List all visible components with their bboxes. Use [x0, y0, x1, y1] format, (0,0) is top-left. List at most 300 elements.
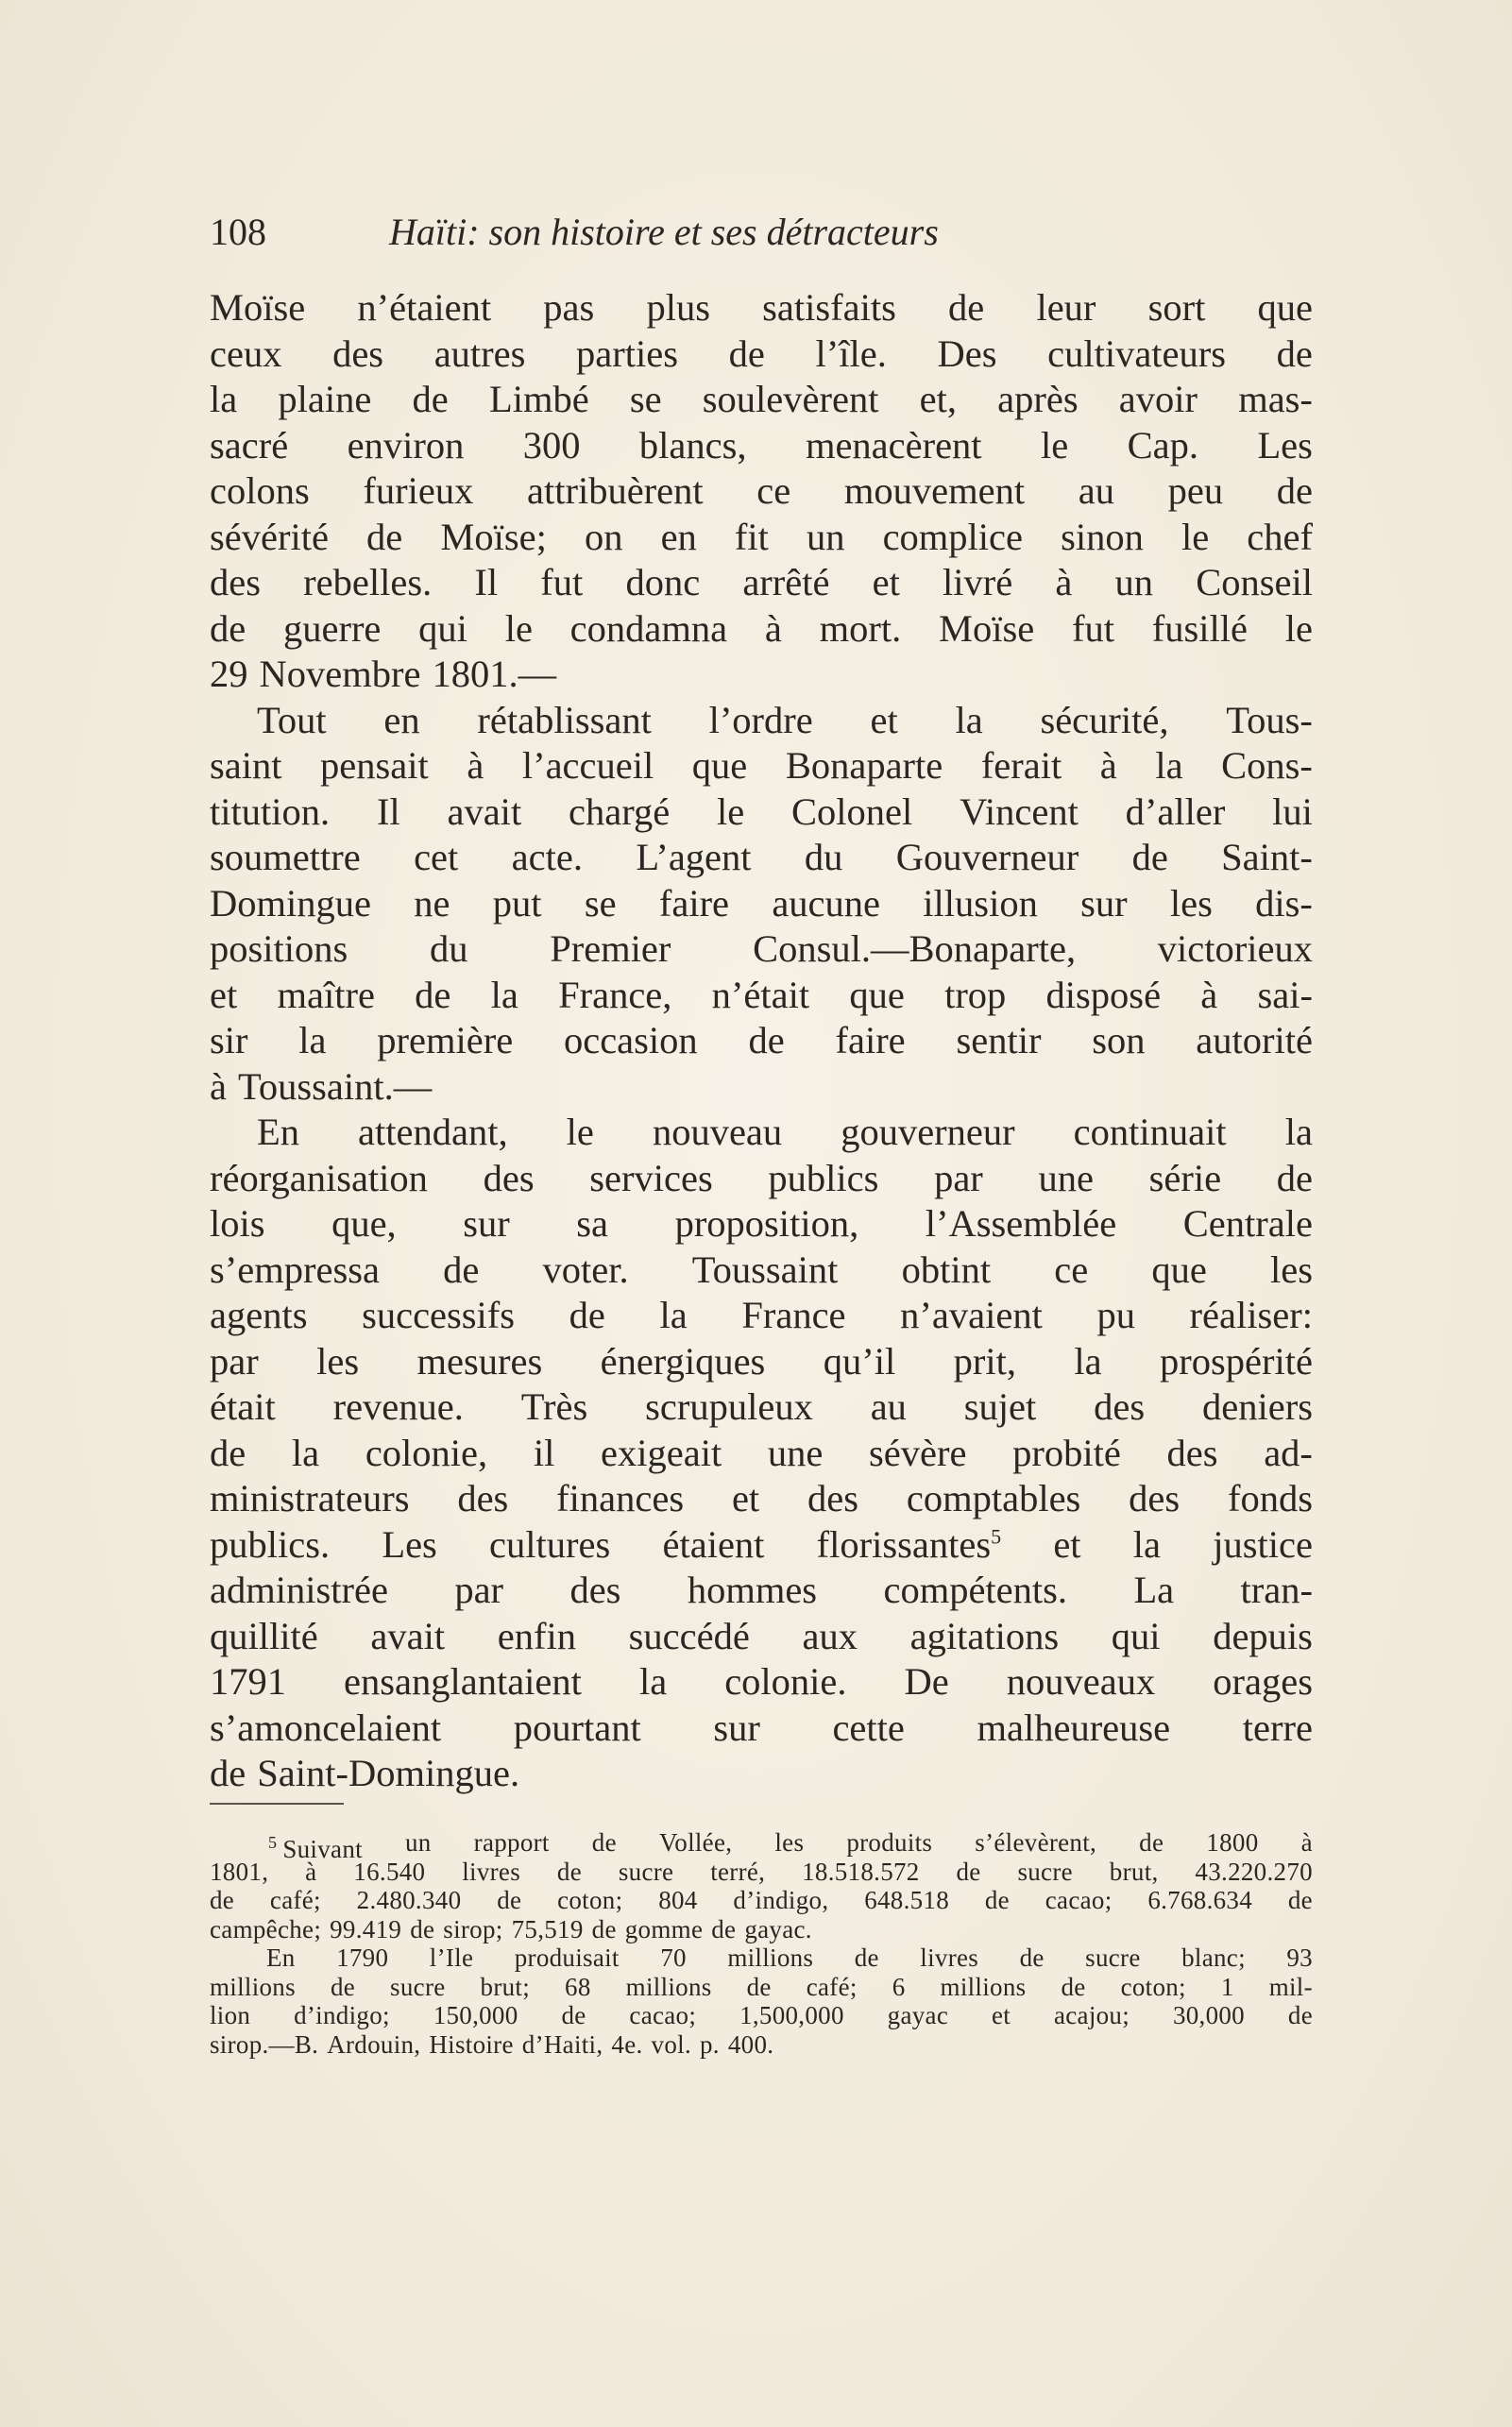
word: florissantes$^5$ [816, 1522, 1002, 1566]
word: qui [418, 606, 467, 650]
word: la [659, 1294, 688, 1336]
word: le [566, 1111, 594, 1153]
word: étaient [662, 1522, 765, 1566]
word: soumettre [210, 836, 361, 878]
word: guerre [282, 606, 382, 650]
word: de [984, 1886, 1010, 1914]
word: ministrateurs [210, 1477, 410, 1519]
text-line [210, 698, 1313, 744]
word: se [584, 881, 617, 925]
word: de [1139, 1828, 1164, 1857]
word: la [1132, 1522, 1162, 1566]
text-line [210, 377, 1313, 423]
word: qui [1111, 1614, 1161, 1657]
word: de [210, 1431, 246, 1474]
word: 43.220.270 [1195, 1857, 1313, 1886]
word: orages [1213, 1660, 1313, 1703]
word: En [266, 1943, 296, 1972]
text-line [210, 515, 1313, 561]
word: Il [376, 789, 400, 833]
word: probité [1012, 1431, 1121, 1474]
text-line [210, 560, 1313, 606]
text-line [210, 1201, 1313, 1247]
word: sucre [1017, 1857, 1073, 1886]
word: Toussaint [691, 1247, 839, 1291]
word: Premier [550, 927, 671, 970]
word: menacèrent [805, 423, 982, 467]
running-title: Haïti: son histoire et ses détracteurs [389, 211, 939, 253]
word: s’amoncelaient [210, 1706, 442, 1749]
word: autres [433, 331, 526, 375]
word: en [383, 698, 420, 741]
word: hommes [687, 1569, 818, 1611]
word: cacao; [1045, 1886, 1113, 1914]
word: p. [700, 2029, 720, 2059]
word: et [992, 2001, 1011, 2029]
word: parties [576, 331, 678, 375]
word: ceux [210, 331, 282, 375]
word: prospérité [1159, 1339, 1313, 1383]
word: gayac. [744, 1914, 812, 1943]
word: positions [210, 927, 348, 970]
word: cultures [489, 1522, 611, 1566]
word: de [210, 606, 246, 650]
word: au [870, 1385, 907, 1428]
word: sacré [210, 423, 289, 467]
word: faire [835, 1019, 906, 1061]
word: des [569, 1569, 621, 1611]
word: les [316, 1339, 360, 1383]
word: les [1169, 881, 1213, 925]
word: autorité [1196, 1019, 1313, 1061]
word: l’Ile [429, 1943, 474, 1972]
word: par [934, 1156, 983, 1199]
word: ferait [980, 744, 1062, 787]
word: à [764, 606, 782, 650]
text-line [210, 1156, 1313, 1202]
word: Saint- [1221, 836, 1313, 878]
word: Moïse; [440, 515, 547, 558]
word: sur [463, 1202, 510, 1245]
word: la [291, 1431, 320, 1474]
word: lion [210, 2001, 251, 2029]
word: était [210, 1385, 276, 1428]
word: de [746, 1972, 772, 2001]
word: la [1155, 744, 1183, 787]
word: disposé [1045, 973, 1162, 1016]
word: Cap. [1127, 423, 1199, 467]
page-header [210, 204, 1315, 261]
word: acajou; [1053, 2001, 1130, 2029]
word: Les [1257, 423, 1313, 467]
word: les [774, 1828, 805, 1857]
word: plaine [278, 378, 372, 420]
word: lois [210, 1202, 265, 1245]
text-line [210, 789, 1313, 836]
word: 1801.— [432, 653, 557, 695]
word: et, [919, 378, 957, 420]
footnote-line [210, 1886, 1313, 1915]
word: chargé [569, 789, 671, 833]
word: mil- [1268, 1972, 1313, 2001]
word: première [377, 1019, 514, 1061]
text-line [210, 743, 1313, 789]
word: Consul.—Bonaparte, [753, 927, 1077, 970]
word: le [1284, 606, 1313, 650]
word: la [210, 378, 238, 420]
word: par [454, 1569, 504, 1611]
word: de [728, 331, 765, 375]
word: du [804, 836, 843, 878]
word: la [298, 1019, 327, 1061]
word: Bonaparte [785, 744, 943, 787]
text-line [210, 468, 1313, 515]
word: finances [556, 1477, 685, 1519]
word: aucune [772, 881, 881, 925]
word: à [210, 1064, 227, 1108]
word: énergiques [600, 1339, 766, 1383]
word: d’Haiti, [521, 2029, 603, 2059]
text-line [210, 1384, 1313, 1431]
word: produisait [514, 1943, 620, 1972]
word: brut, [1109, 1857, 1159, 1886]
word: fit [734, 515, 769, 558]
word: continuait [1073, 1111, 1227, 1153]
word: lui [1272, 789, 1313, 833]
page-number: 108 [210, 211, 266, 253]
text-line [210, 1751, 1313, 1797]
word: d’indigo; [294, 2001, 390, 2029]
word: soulevèrent [702, 378, 879, 420]
word: l’ordre [708, 698, 813, 741]
text-line [210, 331, 1313, 378]
word: comptables [906, 1477, 1081, 1519]
word: réorganisation [210, 1156, 428, 1199]
word: 6 [892, 1972, 906, 2001]
word: sinon [1061, 515, 1144, 558]
word: peu [1167, 469, 1224, 512]
word: café; [806, 1972, 858, 2001]
word: administrée [210, 1569, 388, 1611]
word: cette [832, 1706, 905, 1749]
word: de [330, 1972, 356, 2001]
word: terre [1242, 1706, 1313, 1749]
word: chef [1247, 515, 1313, 558]
word: attendant, [358, 1111, 508, 1153]
word: France [741, 1294, 846, 1336]
word: malheureuse [977, 1706, 1171, 1749]
word: de [210, 1752, 246, 1794]
word: sur [713, 1706, 760, 1749]
word: de [1287, 1886, 1313, 1914]
word: 68 [565, 1972, 591, 2001]
word: furieux [363, 469, 474, 512]
word: Domingue [210, 881, 371, 925]
word: de [591, 1914, 617, 1943]
word: rapport [473, 1828, 550, 1857]
word: le [504, 606, 533, 650]
text-line [210, 285, 1313, 331]
word: 804 [658, 1886, 698, 1914]
word: la [955, 698, 983, 741]
word: de [1131, 836, 1168, 878]
word: Centrale [1182, 1202, 1313, 1245]
text-line [210, 1659, 1313, 1706]
word: sucre [618, 1857, 674, 1886]
word: titution. [210, 789, 331, 833]
text-line [210, 1476, 1313, 1522]
word: s’élevèrent, [975, 1828, 1097, 1857]
word: complice [882, 515, 1024, 558]
word: de [210, 1886, 235, 1914]
word: vol. [651, 2029, 691, 2059]
word: gomme [624, 1914, 704, 1943]
word: Limbé [488, 378, 589, 420]
word: 30,000 [1172, 2001, 1245, 2029]
word: avait [370, 1614, 446, 1657]
word: mouvement [843, 469, 1026, 512]
word: trop [944, 973, 1007, 1016]
word: sir [210, 1019, 248, 1061]
word: que, [331, 1202, 397, 1245]
footnote-line [210, 1828, 1313, 1863]
word: 99.419 [330, 1914, 402, 1943]
word: à [1055, 561, 1073, 603]
word: 300 [522, 423, 581, 467]
text-line [210, 835, 1313, 881]
word: terré, [710, 1857, 766, 1886]
text-line [210, 926, 1313, 973]
word: brut; [480, 1972, 531, 2001]
word: pensait [320, 744, 429, 787]
word: sa [576, 1202, 609, 1245]
word: le [716, 789, 745, 833]
word: l’Assemblée [925, 1202, 1117, 1245]
word: à [1200, 973, 1218, 1016]
word: donc [625, 561, 701, 603]
word: 29 [210, 653, 248, 695]
word: 1800 [1206, 1828, 1259, 1857]
word: occasion [563, 1019, 698, 1061]
text-line [210, 1706, 1313, 1752]
word: on [584, 515, 623, 558]
word: de [366, 515, 403, 558]
word: Colonel [791, 789, 913, 833]
word: Il [474, 561, 499, 603]
word: rebelles. [303, 561, 433, 603]
word: agitations [909, 1614, 1060, 1657]
word: et [872, 561, 900, 603]
body-text [210, 285, 1313, 1797]
word: sécurité, [1040, 698, 1169, 741]
word: la [1074, 1339, 1102, 1383]
word: 648.518 [864, 1886, 950, 1914]
word: satisfaits [762, 286, 896, 329]
word: tran- [1240, 1569, 1313, 1611]
word: de [561, 2001, 586, 2029]
word: une [767, 1431, 824, 1474]
word: proposition, [674, 1202, 859, 1245]
word: des [1129, 1477, 1181, 1519]
word: fut [540, 561, 584, 603]
word: agents [210, 1294, 308, 1336]
word: blancs, [638, 423, 747, 467]
word: au [1078, 469, 1114, 512]
word: des [1166, 1431, 1218, 1474]
word: à [305, 1857, 317, 1886]
word: 1,500,000 [739, 2001, 844, 2029]
word: cacao; [629, 2001, 697, 2029]
word: enfin [497, 1614, 576, 1657]
word: de [948, 286, 985, 329]
word: nouveau [652, 1111, 783, 1153]
word: successifs [362, 1294, 516, 1336]
word: des [1094, 1385, 1146, 1428]
word: que [1257, 286, 1313, 329]
word: de [443, 1247, 480, 1291]
word: ensanglantaient [344, 1660, 582, 1703]
word: pas [543, 286, 595, 329]
word: pourtant [513, 1706, 641, 1749]
word: voter. [542, 1247, 629, 1291]
word: qu’il [823, 1339, 896, 1383]
word: 93 [1286, 1943, 1313, 1972]
footnote-line [210, 1973, 1313, 2002]
word: 6.768.634 [1147, 1886, 1253, 1914]
word: 2.480.340 [356, 1886, 462, 1914]
word: Les [382, 1522, 437, 1566]
word: illusion [923, 881, 1038, 925]
word: services [589, 1156, 713, 1199]
word: l’accueil [521, 744, 654, 787]
footnote-divider [210, 1803, 344, 1805]
word: Tout [257, 698, 327, 741]
word: blanc; [1181, 1943, 1246, 1972]
word: rétablissant [477, 698, 652, 741]
word: Novembre [259, 653, 421, 695]
word: En [257, 1111, 299, 1153]
text-line [210, 881, 1313, 927]
word: sujet [963, 1385, 1037, 1428]
word: ce [756, 469, 791, 512]
word: que [1151, 1247, 1207, 1291]
word: sévérité [210, 515, 329, 558]
word: Ardouin, [327, 2029, 421, 2059]
word: acte. [511, 836, 583, 878]
word: millions [625, 1972, 712, 2001]
word: publics. [210, 1522, 331, 1566]
word: de [1287, 2001, 1313, 2029]
word: série [1148, 1156, 1222, 1199]
word: que [691, 744, 748, 787]
word: de [415, 973, 451, 1016]
word: n’étaient [357, 286, 492, 329]
text-line [210, 973, 1313, 1019]
word: 1791 [210, 1660, 286, 1703]
word: sirop; [443, 1914, 503, 1943]
word: fusillé [1151, 606, 1248, 650]
word: de [410, 1914, 435, 1943]
word: livré [943, 561, 1013, 603]
word: réaliser: [1189, 1294, 1313, 1336]
word: sucre [1085, 1943, 1141, 1972]
word: Conseil [1196, 561, 1313, 603]
word: dis- [1255, 881, 1313, 925]
word: en [660, 515, 697, 558]
word: quillité [210, 1614, 318, 1657]
word: de [569, 1294, 605, 1336]
word: à [1300, 1828, 1313, 1857]
word: n’était [711, 973, 810, 1016]
word: un [806, 515, 845, 558]
word: millions [940, 1972, 1027, 2001]
word: gouverneur [841, 1111, 1015, 1153]
footnote-line [210, 1858, 1313, 1887]
word: millions [727, 1943, 814, 1972]
text-line [210, 1339, 1313, 1385]
word: et [1053, 1522, 1081, 1566]
text-line [210, 652, 1313, 698]
word: une [1038, 1156, 1094, 1199]
word: plus [646, 286, 710, 329]
word: Histoire [429, 2029, 514, 2059]
word: faire [658, 881, 730, 925]
word: de [1276, 469, 1313, 512]
word: coton; [557, 1886, 623, 1914]
word: Gouverneur [895, 836, 1079, 878]
text-line [210, 1522, 1313, 1569]
word: 4e. [611, 2029, 643, 2059]
word: de [748, 1019, 785, 1061]
word: La [1133, 1569, 1175, 1611]
word: obtint [901, 1247, 992, 1291]
word: des [457, 1477, 509, 1519]
word: un [1114, 561, 1154, 603]
word: revenue. [332, 1385, 464, 1428]
footnote-line [210, 1943, 1313, 1973]
word: et [870, 698, 898, 741]
word: sai- [1257, 973, 1313, 1016]
word: de [1019, 1943, 1045, 1972]
text-line [210, 1110, 1313, 1156]
word: café; [269, 1886, 321, 1914]
word: 1790 [336, 1943, 389, 1972]
word: de [956, 1857, 981, 1886]
word: Vollée, [658, 1828, 733, 1857]
word: d’indigo, [733, 1886, 829, 1914]
word: de [412, 378, 449, 420]
word: de [556, 1857, 582, 1886]
footnote-line [210, 2001, 1313, 2030]
word: il [533, 1431, 555, 1474]
word: que [849, 973, 905, 1016]
word: Saint-Domingue. [257, 1752, 520, 1794]
word: cet [414, 836, 459, 878]
word: sur [1080, 881, 1128, 925]
footnote-line [210, 1915, 1313, 1944]
text-line [210, 606, 1313, 653]
word: Des [937, 331, 997, 375]
word: la [490, 973, 518, 1016]
word: de [1276, 1156, 1313, 1199]
word: Toussaint.— [237, 1064, 433, 1108]
word: coton; [1120, 1972, 1186, 2001]
word: De [904, 1660, 949, 1703]
word: exigeait [601, 1431, 722, 1474]
word: l’île. [815, 331, 887, 375]
word: 70 [660, 1943, 687, 1972]
word: depuis [1213, 1614, 1313, 1657]
